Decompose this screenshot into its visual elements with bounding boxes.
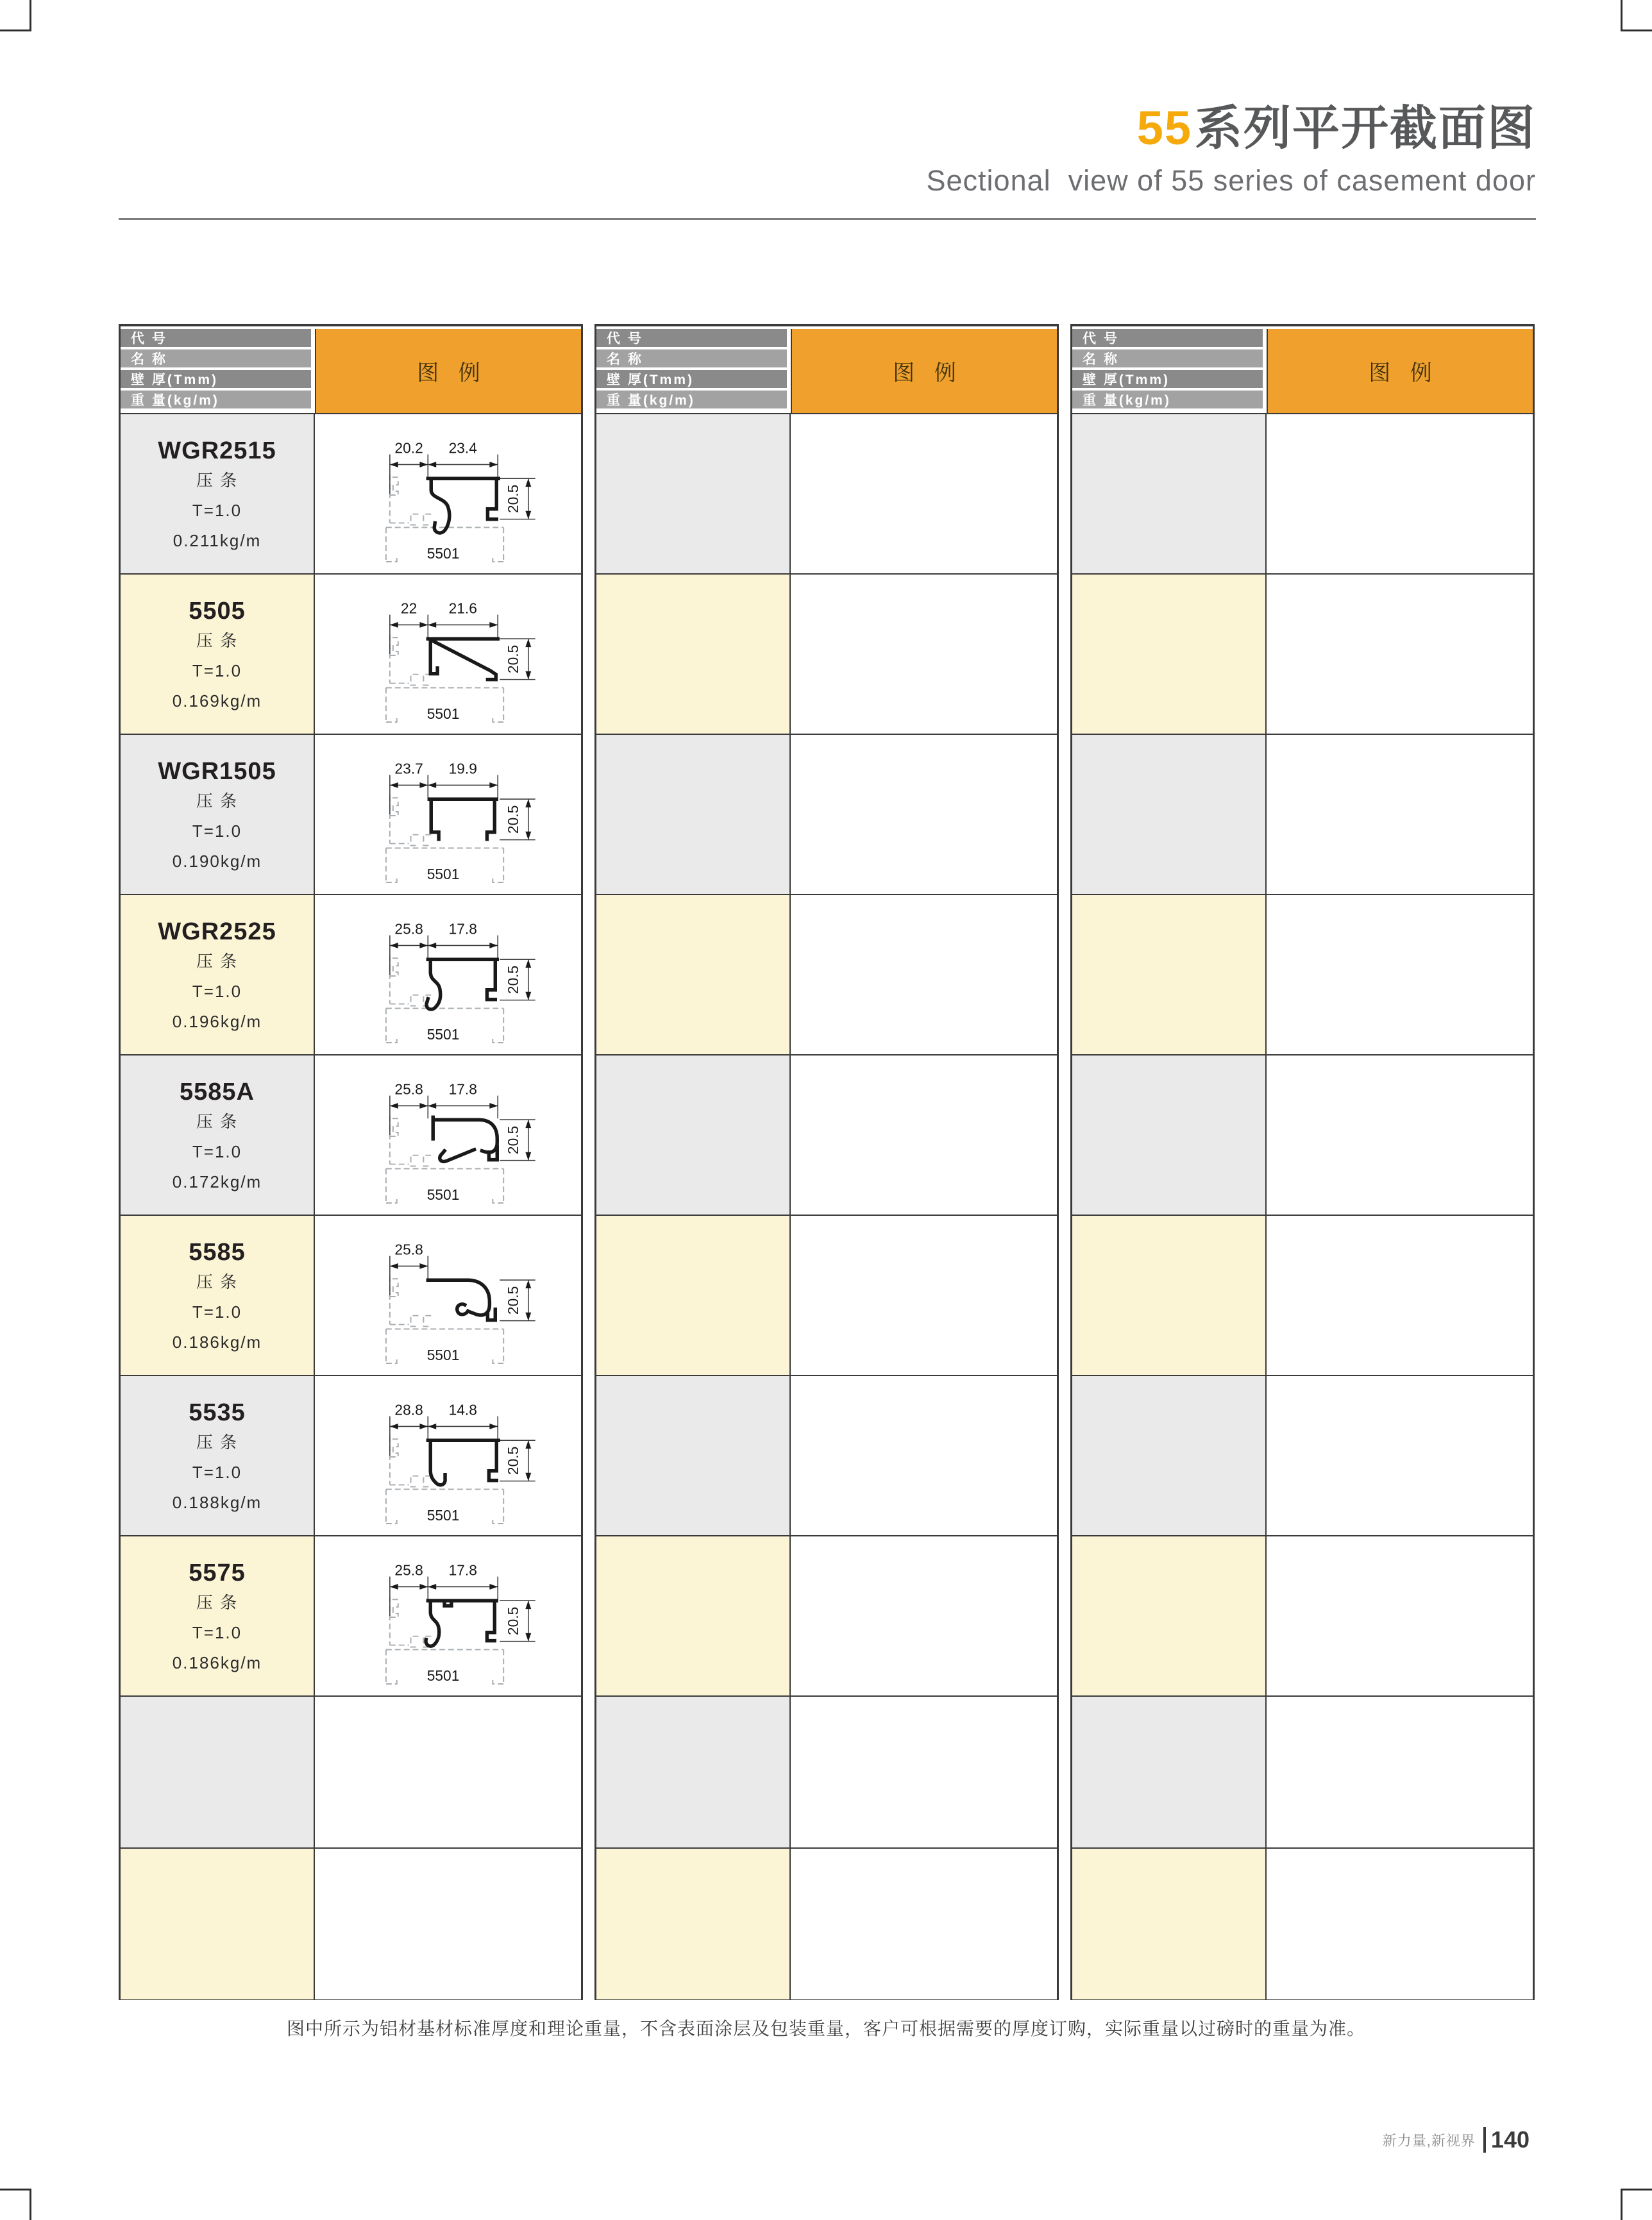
profile-diagram-cell <box>791 895 1057 1054</box>
profile-info-cell <box>121 414 315 573</box>
table-row-empty <box>121 1697 581 1849</box>
table-row-empty <box>1072 735 1533 895</box>
profile-diagram-cell <box>315 1849 581 1999</box>
profile-diagram <box>315 414 581 573</box>
table-row-empty <box>1072 1536 1533 1697</box>
table-row-empty <box>1072 1055 1533 1216</box>
profile-name: 压 条 <box>196 791 239 811</box>
profile-info-cell <box>596 735 791 894</box>
profile-info-cell <box>121 1055 315 1215</box>
profile-info-cell <box>121 1536 315 1695</box>
profile-info-cell <box>596 1376 791 1535</box>
profile-diagram-cell <box>791 414 1057 573</box>
profile-info-cell <box>596 1216 791 1375</box>
profile-info-cell <box>596 414 791 573</box>
header-code-label: 代 号 <box>596 329 787 347</box>
profile-thickness: T=1.0 <box>192 982 242 1001</box>
profile-info-cell <box>121 1697 315 1847</box>
profile-diagram <box>315 1376 581 1535</box>
table-row-empty <box>1072 1216 1533 1376</box>
profile-diagram-cell <box>791 1216 1057 1375</box>
title-text: 系列平开截面图 <box>1195 101 1536 155</box>
header-code-label: 代 号 <box>121 329 311 347</box>
profile-code: 5575 <box>189 1560 246 1586</box>
svg-text:5501: 5501 <box>426 1347 460 1364</box>
profile-weight: 0.169kg/m <box>172 691 262 711</box>
svg-text:17.8: 17.8 <box>448 1561 477 1579</box>
table-row <box>121 735 581 895</box>
profile-info-cell <box>596 1055 791 1215</box>
svg-text:5501: 5501 <box>426 545 460 562</box>
page-number: 140 <box>1490 2126 1530 2153</box>
profile-code: 5505 <box>189 598 246 625</box>
svg-text:25.8: 25.8 <box>394 1081 423 1098</box>
svg-text:20.5: 20.5 <box>504 805 521 834</box>
svg-text:20.5: 20.5 <box>504 1125 521 1155</box>
profile-thickness: T=1.0 <box>192 1142 242 1161</box>
profile-diagram <box>315 1216 581 1375</box>
profile-diagram <box>315 895 581 1054</box>
profile-diagram-cell <box>791 1055 1057 1215</box>
table-row-empty <box>1072 1697 1533 1849</box>
table-row-empty <box>596 1849 1057 1999</box>
table-row <box>121 1216 581 1376</box>
svg-text:20.5: 20.5 <box>504 1286 521 1315</box>
svg-text:17.8: 17.8 <box>448 1081 477 1098</box>
profile-info-cell <box>1072 575 1267 734</box>
profile-info-cell <box>1072 1376 1267 1535</box>
table-header <box>596 329 1057 414</box>
svg-text:5501: 5501 <box>426 1186 460 1204</box>
table-row-empty <box>1072 1376 1533 1536</box>
profile-code: 5585 <box>189 1239 246 1266</box>
profile-diagram-cell <box>1267 1697 1533 1847</box>
page-subtitle: Sectional view of 55 series of casement door <box>926 164 1536 197</box>
title-divider <box>119 218 1536 220</box>
profile-thickness: T=1.0 <box>192 661 242 680</box>
svg-text:20.5: 20.5 <box>504 965 521 995</box>
table-row-empty <box>596 1055 1057 1216</box>
header-weight-label: 重 量(kg/m) <box>596 391 787 408</box>
svg-text:20.2: 20.2 <box>394 439 423 457</box>
svg-text:21.6: 21.6 <box>448 600 477 617</box>
profile-weight: 0.172kg/m <box>172 1172 262 1191</box>
profile-thickness: T=1.0 <box>192 501 242 520</box>
svg-text:20.5: 20.5 <box>504 644 521 674</box>
title-series-number: 55 <box>1136 101 1192 155</box>
crop-mark-top-left-icon <box>0 0 31 31</box>
table-row-empty <box>596 1697 1057 1849</box>
table-row <box>121 1055 581 1216</box>
profile-info-cell <box>121 575 315 734</box>
profile-diagram-cell <box>791 575 1057 734</box>
profile-diagram <box>315 1055 581 1215</box>
header-legend-cell: 图例 <box>315 329 581 413</box>
svg-text:25.8: 25.8 <box>394 1561 423 1579</box>
profile-weight: 0.196kg/m <box>172 1012 262 1031</box>
profile-info-cell <box>596 1849 791 1999</box>
header-weight-label: 重 量(kg/m) <box>121 391 311 408</box>
empty-rows-container <box>1072 414 1533 1999</box>
svg-text:14.8: 14.8 <box>448 1401 477 1418</box>
profile-diagram-cell <box>1267 1849 1533 1999</box>
profile-info-cell <box>121 1376 315 1535</box>
table-row <box>121 1536 581 1697</box>
profile-info-cell <box>121 1849 315 1999</box>
header-code-label: 代 号 <box>1072 329 1263 347</box>
svg-text:5501: 5501 <box>426 866 460 883</box>
profile-name: 压 条 <box>196 1112 239 1131</box>
table-row-empty <box>596 575 1057 735</box>
profile-diagram-cell <box>791 735 1057 894</box>
header-legend-cell: 图例 <box>791 329 1057 413</box>
header-thickness-label: 壁 厚(Tmm) <box>1072 370 1263 388</box>
table-row-empty <box>596 1376 1057 1536</box>
header-thickness-label: 壁 厚(Tmm) <box>596 370 787 388</box>
profile-diagram-cell <box>791 1697 1057 1847</box>
profile-info-cell <box>1072 1055 1267 1215</box>
profile-thickness: T=1.0 <box>192 1302 242 1322</box>
header-name-label: 名 称 <box>1072 349 1263 367</box>
profile-info-cell <box>121 1216 315 1375</box>
profile-info-cell <box>121 895 315 1054</box>
profile-weight: 0.188kg/m <box>172 1493 262 1512</box>
profile-table-group-2 <box>594 324 1059 2000</box>
profile-diagram-cell <box>1267 575 1533 734</box>
page-header <box>927 101 1536 198</box>
table-header <box>121 329 581 414</box>
profile-weight: 0.186kg/m <box>172 1333 262 1352</box>
profile-thickness: T=1.0 <box>192 1463 242 1482</box>
profile-diagram <box>315 735 581 894</box>
header-legend-cell: 图例 <box>1267 329 1533 413</box>
table-row-empty <box>596 1536 1057 1697</box>
profile-info-cell <box>1072 1849 1267 1999</box>
svg-text:20.5: 20.5 <box>504 1446 521 1476</box>
header-weight-label: 重 量(kg/m) <box>1072 391 1263 408</box>
profile-thickness: T=1.0 <box>192 1623 242 1642</box>
table-header <box>1072 329 1533 414</box>
footnote: 图中所示为铝材基材标准厚度和理论重量，不含表面涂层及包装重量，客户可根据需要的厚度订购，实际重量以过磅时的重量为准。 <box>286 2019 1365 2039</box>
table-row <box>121 414 581 575</box>
svg-text:23.7: 23.7 <box>394 760 423 777</box>
table-row <box>121 575 581 735</box>
footer-divider <box>1483 2127 1486 2153</box>
profile-thickness: T=1.0 <box>192 821 242 841</box>
profile-table-group-1 <box>119 324 583 2000</box>
svg-text:22: 22 <box>400 600 417 617</box>
profile-code: WGR2515 <box>158 437 276 464</box>
table-row-empty <box>1072 575 1533 735</box>
profile-info-cell <box>1072 735 1267 894</box>
profile-diagram-cell <box>1267 414 1533 573</box>
profile-diagram-cell <box>1267 895 1533 1054</box>
profile-diagram-cell <box>1267 1216 1533 1375</box>
profile-diagram-cell <box>791 1536 1057 1695</box>
crop-mark-bottom-right-icon <box>1621 2189 1652 2220</box>
profile-diagram-cell <box>315 1697 581 1847</box>
svg-text:5501: 5501 <box>426 1026 460 1043</box>
header-thickness-label: 壁 厚(Tmm) <box>121 370 311 388</box>
empty-rows-container <box>596 414 1057 1999</box>
profile-name: 压 条 <box>196 631 239 650</box>
profile-info-cell <box>1072 1536 1267 1695</box>
profile-diagram-cell <box>1267 1376 1533 1535</box>
profile-info-cell <box>1072 1697 1267 1847</box>
table-row-empty <box>596 895 1057 1055</box>
profile-table-group-3 <box>1070 324 1535 2000</box>
profile-code: 5585A <box>180 1079 255 1106</box>
profile-weight: 0.190kg/m <box>172 852 262 871</box>
header-name-label: 名 称 <box>121 349 311 367</box>
profile-info-cell <box>1072 1216 1267 1375</box>
crop-mark-top-right-icon <box>1621 0 1652 31</box>
svg-text:28.8: 28.8 <box>394 1401 423 1418</box>
page-footer <box>1383 2126 1530 2153</box>
profile-info-cell <box>121 735 315 894</box>
profile-info-cell <box>1072 414 1267 573</box>
svg-text:20.5: 20.5 <box>504 1606 521 1636</box>
svg-text:25.8: 25.8 <box>394 1241 423 1258</box>
svg-text:23.4: 23.4 <box>448 439 477 457</box>
profile-code: WGR1505 <box>158 758 276 785</box>
page-title <box>927 101 1536 155</box>
profile-name: 压 条 <box>196 952 239 971</box>
table-row-empty <box>596 414 1057 575</box>
table-row-empty <box>121 1849 581 1999</box>
svg-text:5501: 5501 <box>426 705 460 723</box>
profile-info-cell <box>596 1536 791 1695</box>
profile-code: WGR2525 <box>158 918 276 945</box>
profile-info-cell <box>596 1697 791 1847</box>
profile-diagram <box>315 575 581 734</box>
svg-text:5501: 5501 <box>426 1667 460 1685</box>
profile-name: 压 条 <box>196 1272 239 1291</box>
profile-weight: 0.186kg/m <box>172 1653 262 1672</box>
profile-name: 压 条 <box>196 471 239 490</box>
crop-mark-bottom-left-icon <box>0 2189 31 2220</box>
header-name-label: 名 称 <box>596 349 787 367</box>
profile-name: 压 条 <box>196 1433 239 1452</box>
brand-tagline: 新力量,新视界 <box>1382 2132 1476 2149</box>
profile-info-cell <box>596 575 791 734</box>
table-row-empty <box>596 1216 1057 1376</box>
svg-text:20.5: 20.5 <box>504 484 521 514</box>
svg-text:25.8: 25.8 <box>394 920 423 938</box>
profile-name: 压 条 <box>196 1593 239 1612</box>
profile-diagram-cell <box>1267 735 1533 894</box>
svg-text:17.8: 17.8 <box>448 920 477 938</box>
profile-code: 5535 <box>189 1399 246 1426</box>
table-row-empty <box>1072 414 1533 575</box>
svg-text:5501: 5501 <box>426 1507 460 1524</box>
table-row <box>121 1376 581 1536</box>
profile-diagram-cell <box>791 1849 1057 1999</box>
table-row-empty <box>1072 1849 1533 1999</box>
profile-info-cell <box>1072 895 1267 1054</box>
svg-text:19.9: 19.9 <box>448 760 477 777</box>
profile-diagram-cell <box>1267 1055 1533 1215</box>
profile-weight: 0.211kg/m <box>173 531 262 550</box>
table-row-empty <box>596 735 1057 895</box>
profile-diagram <box>315 1536 581 1695</box>
profile-info-cell <box>596 895 791 1054</box>
table-row-empty <box>1072 895 1533 1055</box>
profile-diagram-cell <box>791 1376 1057 1535</box>
table-row <box>121 895 581 1055</box>
profile-diagram-cell <box>1267 1536 1533 1695</box>
